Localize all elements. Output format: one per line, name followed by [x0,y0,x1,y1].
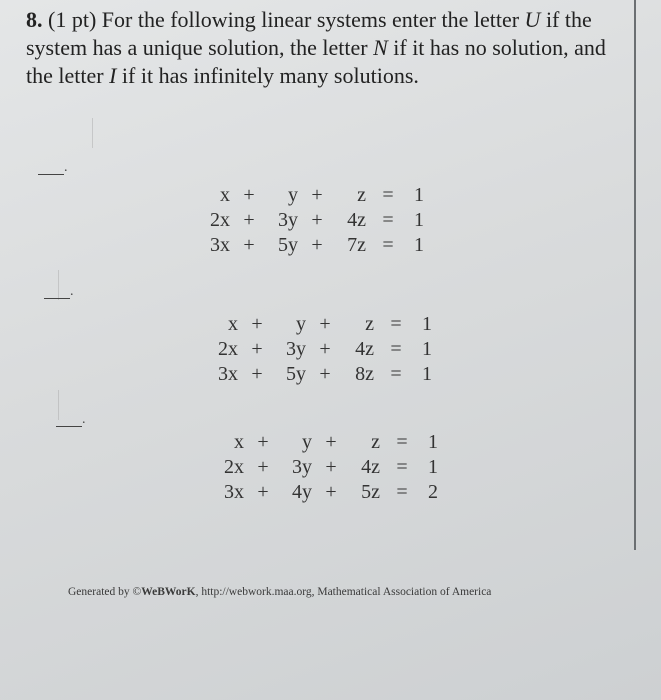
term-y: 3y [292,456,312,478]
plus-sign: + [311,209,323,231]
plus-sign: + [319,313,331,335]
plus-sign: + [243,209,255,231]
rhs-value: 1 [414,184,424,206]
plus-sign: + [325,481,337,503]
equals-sign: = [390,313,402,335]
letter-i: I [109,63,117,88]
term-y: y [288,184,298,206]
answer-blank-2[interactable] [44,298,70,299]
term-x: x [234,431,244,453]
pencil-mark [92,118,117,148]
equals-sign: = [382,184,394,206]
plus-sign: + [257,481,269,503]
rhs-value: 1 [422,363,432,385]
answer-blank-1[interactable] [38,174,64,175]
equation-row [208,362,432,387]
term-y: 5y [278,234,298,256]
equals-sign: = [396,431,408,453]
equation-row [200,208,424,233]
term-z: 7z [347,234,366,256]
rhs-value: 1 [428,431,438,453]
problem-text-b: if the system has a unique solution, the letter [26,7,592,60]
equation-row [200,183,424,208]
equals-sign: = [382,234,394,256]
term-z: z [357,184,366,206]
rhs-value: 1 [422,313,432,335]
problem-points: (1 pt) [48,7,97,32]
footer-credit [68,586,491,598]
rhs-value: 1 [422,338,432,360]
term-z: 4z [347,209,366,231]
rhs-value: 2 [428,481,438,503]
term-x: x [220,184,230,206]
equation-row [208,337,432,362]
term-y: 3y [286,338,306,360]
plus-sign: + [251,363,263,385]
term-y: 3y [278,209,298,231]
term-z: 4z [355,338,374,360]
plus-sign: + [325,431,337,453]
footer-rest: , http://webwork.maa.org, Mathematical Association of America [195,586,492,598]
equals-sign: = [396,456,408,478]
equals-sign: = [382,209,394,231]
term-x: 3x [224,481,244,503]
rhs-value: 1 [428,456,438,478]
term-x: 2x [210,209,230,231]
equation-row [214,480,438,505]
term-x: 2x [224,456,244,478]
linear-system-2 [208,312,432,387]
problem-number: 8. [26,7,43,32]
plus-sign: + [251,338,263,360]
equals-sign: = [390,338,402,360]
term-x: 3x [218,363,238,385]
term-y: 5y [286,363,306,385]
term-z: z [371,431,380,453]
margin-rule [634,0,636,550]
webwork-brand: WeBWorK [141,586,196,598]
plus-sign: + [311,184,323,206]
equals-sign: = [390,363,402,385]
equation-row [200,233,424,258]
plus-sign: + [311,234,323,256]
equation-row [214,455,438,480]
term-z: 5z [361,481,380,503]
term-y: y [302,431,312,453]
equation-row [208,312,432,337]
plus-sign: + [243,184,255,206]
copyright-icon: © [132,586,142,598]
plus-sign: + [243,234,255,256]
footer-prefix: Generated by [68,586,130,598]
plus-sign: + [319,363,331,385]
problem-statement [26,6,626,90]
plus-sign: + [319,338,331,360]
term-y: 4y [292,481,312,503]
plus-sign: + [251,313,263,335]
term-x: 3x [210,234,230,256]
pencil-mark [58,390,83,420]
term-x: x [228,313,238,335]
term-z: 4z [361,456,380,478]
term-z: z [365,313,374,335]
rhs-value: 1 [414,234,424,256]
equation-row [214,430,438,455]
term-x: 2x [218,338,238,360]
answer-blank-3[interactable] [56,426,82,427]
plus-sign: + [257,431,269,453]
problem-text-a: For the following linear systems enter the letter [101,7,520,32]
letter-u: U [524,7,541,32]
plus-sign: + [325,456,337,478]
problem-text-d: if it has infinitely many solutions. [121,63,419,88]
linear-system-1 [200,183,424,258]
term-z: 8z [355,363,374,385]
term-y: y [296,313,306,335]
linear-system-3 [214,430,438,505]
plus-sign: + [257,456,269,478]
letter-n: N [373,35,388,60]
rhs-value: 1 [414,209,424,231]
problem-text-c: if it has no solution, and the letter [26,35,606,88]
equals-sign: = [396,481,408,503]
